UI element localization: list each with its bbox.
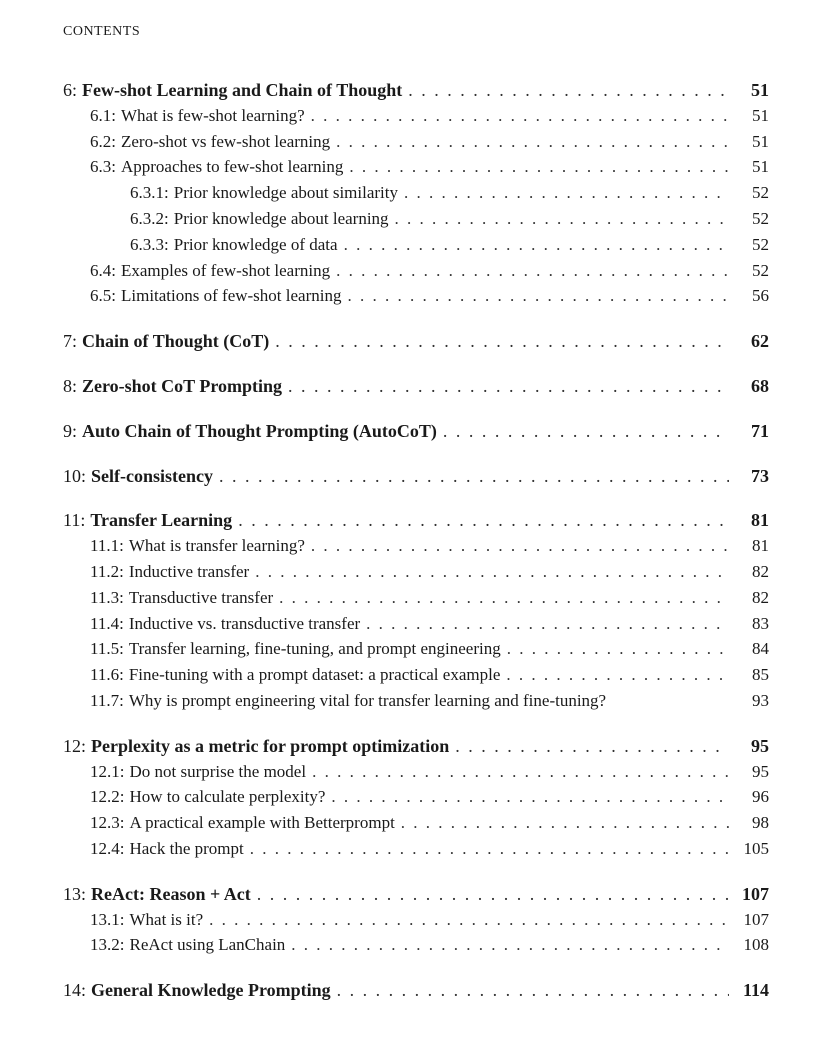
page-number: 52 <box>752 183 769 203</box>
dot-leader <box>275 331 729 352</box>
chapter-entry[interactable] <box>63 736 769 762</box>
toc-entry-title <box>130 209 389 229</box>
toc-entry-number: 12.1: <box>90 761 125 781</box>
chapter-block <box>63 980 769 1006</box>
toc-entry-text: ReAct using LanChain <box>129 935 286 955</box>
toc-entry-title <box>63 421 437 442</box>
toc-entry-text: What is few-shot learning? <box>120 105 305 125</box>
page-number: 82 <box>752 587 769 607</box>
toc-entry-number: 6.2: <box>90 131 116 151</box>
toc-entry-title <box>63 376 282 397</box>
section-entry[interactable] <box>63 762 769 788</box>
dot-leader <box>349 157 729 177</box>
toc-entry-title <box>63 331 269 352</box>
chapter-entry[interactable] <box>63 510 769 536</box>
section-entry[interactable] <box>63 910 769 936</box>
dot-leader <box>336 261 729 281</box>
toc-entry-text: A practical example with Betterprompt <box>129 813 395 833</box>
chapter-entry[interactable] <box>63 331 769 357</box>
page-number: 73 <box>751 465 769 486</box>
table-of-contents <box>63 80 769 1025</box>
toc-entry-number: 6.3.3: <box>130 234 169 254</box>
section-entry[interactable] <box>63 209 769 235</box>
section-entry[interactable] <box>63 935 769 961</box>
page-number: 105 <box>743 838 769 858</box>
chapter-entry[interactable] <box>63 884 769 910</box>
toc-entry-title <box>90 787 325 807</box>
dot-leader <box>408 80 729 101</box>
toc-entry-text: Zero-shot vs few-shot learning <box>120 131 331 151</box>
page-number: 51 <box>752 157 769 177</box>
toc-entry-title <box>90 935 285 955</box>
page-number: 52 <box>752 234 769 254</box>
toc-entry-number: 7: <box>63 331 78 352</box>
toc-entry-title <box>63 884 251 905</box>
section-entry[interactable] <box>63 132 769 158</box>
toc-entry-title <box>90 839 244 859</box>
chapter-entry[interactable] <box>63 466 769 492</box>
page-number: 81 <box>751 510 769 531</box>
toc-entry-number: 10: <box>63 465 87 486</box>
dot-leader <box>209 910 729 930</box>
page-number: 114 <box>742 980 769 1001</box>
dot-leader <box>312 762 729 782</box>
section-entry[interactable] <box>63 639 769 665</box>
toc-entry-number: 6.5: <box>90 286 116 306</box>
toc-entry-title <box>63 736 449 757</box>
toc-entry-number: 12.4: <box>90 838 125 858</box>
toc-entry-text: Inductive transfer <box>128 561 250 581</box>
toc-entry-title <box>130 235 338 255</box>
section-entry[interactable] <box>63 183 769 209</box>
toc-entry-title <box>90 106 305 126</box>
section-entry[interactable] <box>63 261 769 287</box>
chapter-block <box>63 510 769 716</box>
toc-entry-title <box>90 762 306 782</box>
section-entry[interactable] <box>63 588 769 614</box>
toc-entry-text: Approaches to few-shot learning <box>120 157 344 177</box>
toc-entry-text: What is transfer learning? <box>128 536 305 556</box>
toc-entry-title <box>63 80 402 101</box>
dot-leader <box>336 132 729 152</box>
section-entry[interactable] <box>63 286 769 312</box>
toc-entry-title <box>63 466 213 487</box>
toc-entry-text: Fine-tuning with a prompt dataset: a practical example <box>128 665 501 685</box>
toc-entry-text: Perplexity as a metric for prompt optimization <box>91 735 450 756</box>
toc-entry-number: 11.6: <box>90 665 124 685</box>
chapter-entry[interactable] <box>63 421 769 447</box>
page-number: 83 <box>752 613 769 633</box>
toc-entry-text: Prior knowledge of data <box>173 234 338 254</box>
toc-entry-title <box>90 261 330 281</box>
section-entry[interactable] <box>63 614 769 640</box>
toc-entry-text: Inductive vs. transductive transfer <box>128 613 361 633</box>
page-number: 62 <box>751 331 769 352</box>
toc-entry-text: Why is prompt engineering vital for transfer learning and fine-tuning? <box>128 690 607 710</box>
toc-entry-number: 11.3: <box>90 587 124 607</box>
toc-entry-title <box>90 639 501 659</box>
toc-entry-text: What is it? <box>129 909 204 929</box>
toc-entry-number: 14: <box>63 980 87 1001</box>
dot-leader <box>395 209 729 229</box>
toc-entry-title <box>63 980 331 1001</box>
toc-entry-text: Self-consistency <box>91 465 213 486</box>
toc-entry-text: General Knowledge Prompting <box>91 980 331 1001</box>
toc-entry-number: 13.2: <box>90 935 125 955</box>
toc-entry-title <box>90 286 341 306</box>
toc-entry-number: 6.3: <box>90 157 116 177</box>
toc-entry-number: 6: <box>63 80 78 100</box>
toc-entry-text: Transfer learning, fine-tuning, and prompt engineering <box>128 639 501 659</box>
toc-entry-title <box>90 536 305 556</box>
toc-entry-number: 13.1: <box>90 909 125 929</box>
dot-leader <box>337 980 729 1001</box>
dot-leader <box>238 510 729 531</box>
page-number: 52 <box>752 208 769 228</box>
page-number: 51 <box>752 105 769 125</box>
dot-leader <box>366 614 729 634</box>
toc-entry-text: ReAct: Reason + Act <box>91 883 251 904</box>
section-entry[interactable] <box>63 106 769 132</box>
toc-entry-number: 6.1: <box>90 105 116 125</box>
dot-leader <box>250 839 729 859</box>
dot-leader <box>443 421 729 442</box>
toc-entry-number: 11: <box>63 510 86 531</box>
section-entry[interactable] <box>63 665 769 691</box>
dot-leader <box>255 562 729 582</box>
toc-entry-number: 11.1: <box>90 536 124 556</box>
page-number: 95 <box>751 735 769 756</box>
toc-entry-title <box>90 691 606 711</box>
toc-entry-title <box>90 132 330 152</box>
toc-entry-number: 8: <box>63 375 78 396</box>
page-number: 82 <box>752 561 769 581</box>
section-entry[interactable] <box>63 691 769 717</box>
chapter-block <box>63 736 769 865</box>
page-number: 71 <box>751 420 769 441</box>
toc-entry-title <box>90 614 360 634</box>
dot-leader <box>455 736 729 757</box>
dot-leader <box>291 935 729 955</box>
dot-leader <box>404 183 729 203</box>
section-entry[interactable] <box>63 562 769 588</box>
dot-leader <box>219 466 729 487</box>
page-number: 107 <box>743 909 769 929</box>
toc-entry-text: Do not surprise the model <box>129 761 307 781</box>
toc-entry-number: 11.5: <box>90 639 124 659</box>
chapter-entry[interactable] <box>63 80 769 106</box>
toc-entry-text: Chain of Thought (CoT) <box>82 331 270 352</box>
chapter-block <box>63 884 769 961</box>
section-entry[interactable] <box>63 536 769 562</box>
dot-leader <box>344 235 729 255</box>
running-header: CONTENTS <box>63 24 141 39</box>
toc-entry-number: 6.3.2: <box>130 208 169 228</box>
page-number: 93 <box>752 690 769 710</box>
page-number: 52 <box>752 260 769 280</box>
dot-leader <box>331 787 729 807</box>
chapter-block <box>63 80 769 312</box>
toc-entry-number: 13: <box>63 883 87 904</box>
toc-entry-number: 9: <box>63 420 78 441</box>
page-number: 81 <box>752 536 769 556</box>
section-entry[interactable] <box>63 157 769 183</box>
toc-entry-number: 12.3: <box>90 813 125 833</box>
page-number: 96 <box>752 787 769 807</box>
toc-entry-number: 6.3.1: <box>130 183 169 203</box>
toc-entry-number: 6.4: <box>90 260 116 280</box>
toc-entry-title <box>90 157 343 177</box>
page-number: 51 <box>751 80 769 100</box>
toc-entry-title <box>90 562 249 582</box>
page-number: 95 <box>752 761 769 781</box>
page-number: 107 <box>742 883 769 904</box>
dot-leader <box>311 106 729 126</box>
dot-leader <box>347 286 729 306</box>
toc-entry-text: Examples of few-shot learning <box>120 260 331 280</box>
toc-entry-text: Transductive transfer <box>128 587 274 607</box>
toc-entry-text: Limitations of few-shot learning <box>120 286 342 306</box>
chapter-entry[interactable] <box>63 980 769 1006</box>
page-number: 85 <box>752 665 769 685</box>
toc-entry-title <box>63 510 232 531</box>
chapter-block <box>63 421 769 447</box>
dot-leader <box>279 588 729 608</box>
toc-entry-title <box>90 910 203 930</box>
toc-entry-text: How to calculate perplexity? <box>129 787 326 807</box>
dot-leader <box>288 376 729 397</box>
toc-entry-text: Auto Chain of Thought Prompting (AutoCoT) <box>82 420 437 441</box>
section-entry[interactable] <box>63 813 769 839</box>
dot-leader <box>507 639 729 659</box>
toc-entry-number: 11.2: <box>90 561 124 581</box>
page-number: 98 <box>752 813 769 833</box>
chapter-block <box>63 466 769 492</box>
page-number: 51 <box>752 131 769 151</box>
toc-entry-number: 12: <box>63 735 87 756</box>
toc-entry-title <box>90 665 500 685</box>
chapter-block <box>63 331 769 357</box>
page-number: 108 <box>743 935 769 955</box>
toc-entry-text: Few-shot Learning and Chain of Thought <box>82 80 403 100</box>
toc-entry-text: Transfer Learning <box>90 510 233 531</box>
toc-entry-text: Prior knowledge about learning <box>173 208 389 228</box>
toc-entry-title <box>90 813 395 833</box>
toc-entry-text: Hack the prompt <box>129 838 244 858</box>
page-number: 56 <box>752 286 769 306</box>
section-entry[interactable] <box>63 839 769 865</box>
dot-leader <box>506 665 729 685</box>
section-entry[interactable] <box>63 787 769 813</box>
dot-leader <box>311 536 729 556</box>
chapter-block <box>63 376 769 402</box>
toc-entry-number: 11.7: <box>90 690 124 710</box>
page-number: 84 <box>752 639 769 659</box>
toc-entry-number: 11.4: <box>90 613 124 633</box>
dot-leader <box>257 884 729 905</box>
toc-entry-number: 12.2: <box>90 787 125 807</box>
toc-entry-text: Prior knowledge about similarity <box>173 183 399 203</box>
toc-entry-title <box>130 183 398 203</box>
chapter-entry[interactable] <box>63 376 769 402</box>
section-entry[interactable] <box>63 235 769 261</box>
page-number: 68 <box>751 375 769 396</box>
dot-leader <box>401 813 729 833</box>
toc-entry-title <box>90 588 273 608</box>
toc-entry-text: Zero-shot CoT Prompting <box>82 375 283 396</box>
